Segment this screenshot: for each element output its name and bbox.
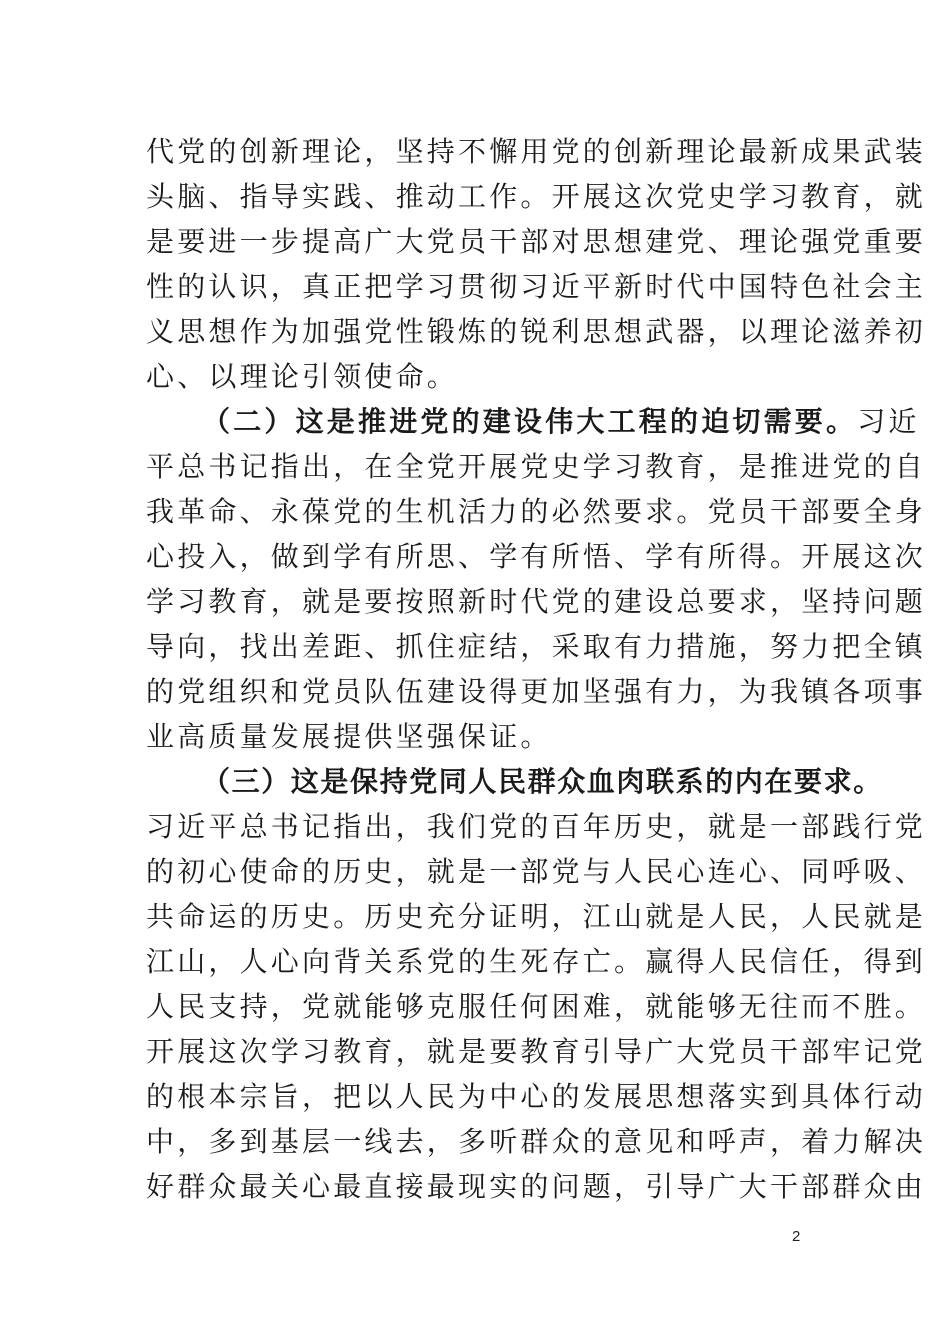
body-text-line: 中，多到基层一线去，多听群众的意见和呼声，着力解决 <box>146 1125 927 1158</box>
section-heading-3: （三）这是保持党同人民群众血肉联系的内在要求。 <box>202 765 883 798</box>
body-text-line: 是要进一步提高广大党员干部对思想建党、理论强党重要 <box>146 225 927 258</box>
body-text-line: 代党的创新理论，坚持不懈用党的创新理论最新成果武装 <box>146 135 927 168</box>
body-text-line: 人民支持，党就能够克服任何困难，就能够无往而不胜。 <box>146 990 927 1023</box>
body-text-line: 头脑、指导实践、推动工作。开展这次党史学习教育，就 <box>146 180 927 213</box>
body-text-line: 的初心使命的历史，就是一部党与人民心连心、同呼吸、 <box>146 855 927 888</box>
body-text-line: 江山，人心向背关系党的生死存亡。赢得人民信任，得到 <box>146 945 927 978</box>
body-text-line: 的党组织和党员队伍建设得更加坚强有力，为我镇各项事 <box>146 675 927 708</box>
body-text-line: 共命运的历史。历史充分证明，江山就是人民，人民就是 <box>146 900 927 933</box>
body-text-line: 业高质量发展提供坚强保证。 <box>146 720 552 753</box>
body-text-line: 导向，找出差距、抓住症结，采取有力措施，努力把全镇 <box>146 630 927 663</box>
page-number: 2 <box>792 1228 801 1245</box>
body-text-line: 的根本宗旨，把以人民为中心的发展思想落实到具体行动 <box>146 1080 927 1113</box>
body-text-line: 义思想作为加强党性锻炼的锐利思想武器，以理论滋养初 <box>146 315 927 348</box>
section-heading-line <box>202 760 883 804</box>
body-text-line: 我革命、永葆党的生机活力的必然要求。党员干部要全身 <box>146 495 927 528</box>
body-text-line: 好群众最关心最直接最现实的问题，引导广大干部群众由 <box>146 1170 927 1203</box>
body-text-line: 心投入，做到学有所思、学有所悟、学有所得。开展这次 <box>146 540 927 573</box>
body-text-line: 开展这次学习教育，就是要教育引导广大党员干部牢记党 <box>146 1035 927 1068</box>
body-text-line: 学习教育，就是要按照新时代党的建设总要求，坚持问题 <box>146 585 927 618</box>
section-heading-line: （二）这是推进党的建设伟大工程的迫切需要。习近 <box>202 405 920 438</box>
section-heading-2: （二）这是推进党的建设伟大工程的迫切需要。 <box>202 405 858 438</box>
body-text-line: 性的认识，真正把学习贯彻习近平新时代中国特色社会主 <box>146 270 927 303</box>
body-text-line: 心、以理论引领使命。 <box>146 360 459 393</box>
body-text-line: 平总书记指出，在全党开展党史学习教育，是推进党的自 <box>146 450 927 483</box>
body-text-line: 习近平总书记指出，我们党的百年历史，就是一部践行党 <box>146 810 927 843</box>
